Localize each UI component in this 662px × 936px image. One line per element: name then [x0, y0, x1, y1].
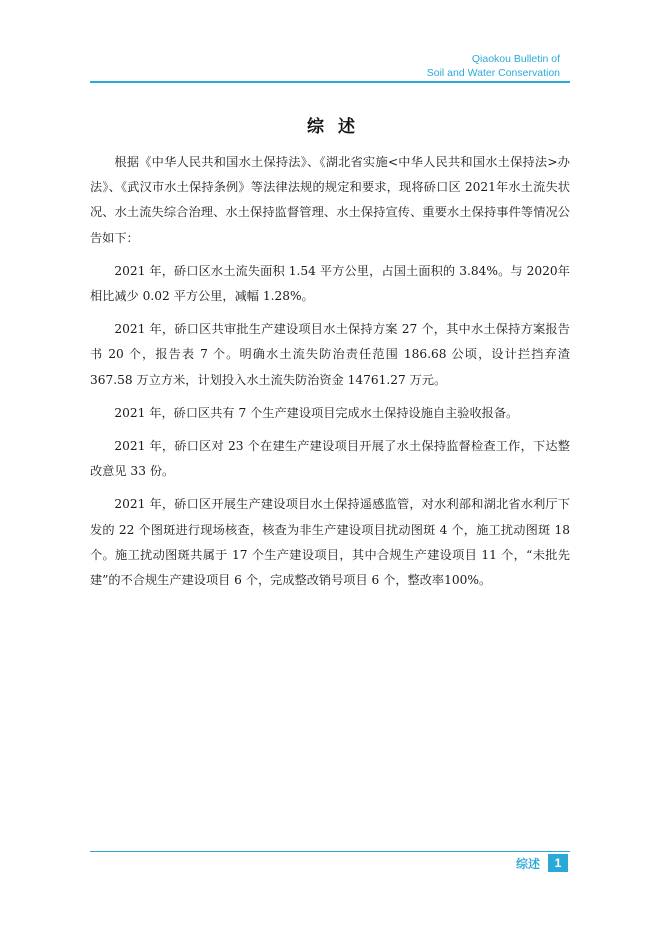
paragraph-acceptance: 2021 年，硚口区共有 7 个生产建设项目完成水土保持设施自主验收报备。 — [114, 405, 519, 420]
header-line-2: Soil and Water Conservation — [426, 67, 560, 79]
header-line-1: Qiaokou Bulletin of — [471, 53, 560, 65]
running-header — [427, 52, 560, 80]
page-title: 综述 — [307, 117, 369, 137]
footer-divider — [90, 851, 570, 852]
body-text — [90, 150, 570, 601]
paragraph-erosion-area: 2021 年，硚口区水土流失面积 1.54 平方公里，占国土面积的 3.84%。与 2020年相比减少 0.02 平方公里，减幅 1.28%。 — [90, 263, 570, 304]
header-divider — [90, 81, 570, 83]
page-number-badge: 1 — [548, 854, 568, 872]
paragraph-remote-sensing: 2021 年，硚口区开展生产建设项目水土保持遥感监管，对水利部和湖北省水利厅下发的 22 个图斑进行现场核查，核查为非生产建设项目扰动图斑 4 个，施工扰动图斑 18 个。施工扰动图斑共属于 17 个生产建设项目，其中合规生产建设项目 11 个，“未批先建”的不合规生产建设项目 6 个，完成整改销号项目 6 个，整改率100%。 — [90, 497, 570, 588]
footer-section-label: 综述 — [515, 857, 540, 871]
paragraph-inspection: 2021 年，硚口区对 23 个在建生产建设项目开展了水土保持监督检查工作，下达整改意见 33 份。 — [90, 439, 570, 479]
paragraph-plan-approvals: 2021 年，硚口区共审批生产建设项目水土保持方案 27 个，其中水土保持方案报告书 20 个，报告表 7 个。明确水土流失防治责任范围 186.68 公顷，设计拦挡弃渣 367.58 万立方米，计划投入水土流失防治资金 14761.27 万元。 — [90, 322, 570, 387]
paragraph-intro: 根据《中华人民共和国水土保持法》、《湖北省实施<中华人民共和国水土保持法>办法》、《武汉市水土保持条例》等法律法规的规定和要求，现将硚口区 2021年水土流失状况、水土流失综合治理、水土保持监督管理、水土保持宣传、重要水土保持事件等情况公告如下： — [90, 155, 570, 245]
